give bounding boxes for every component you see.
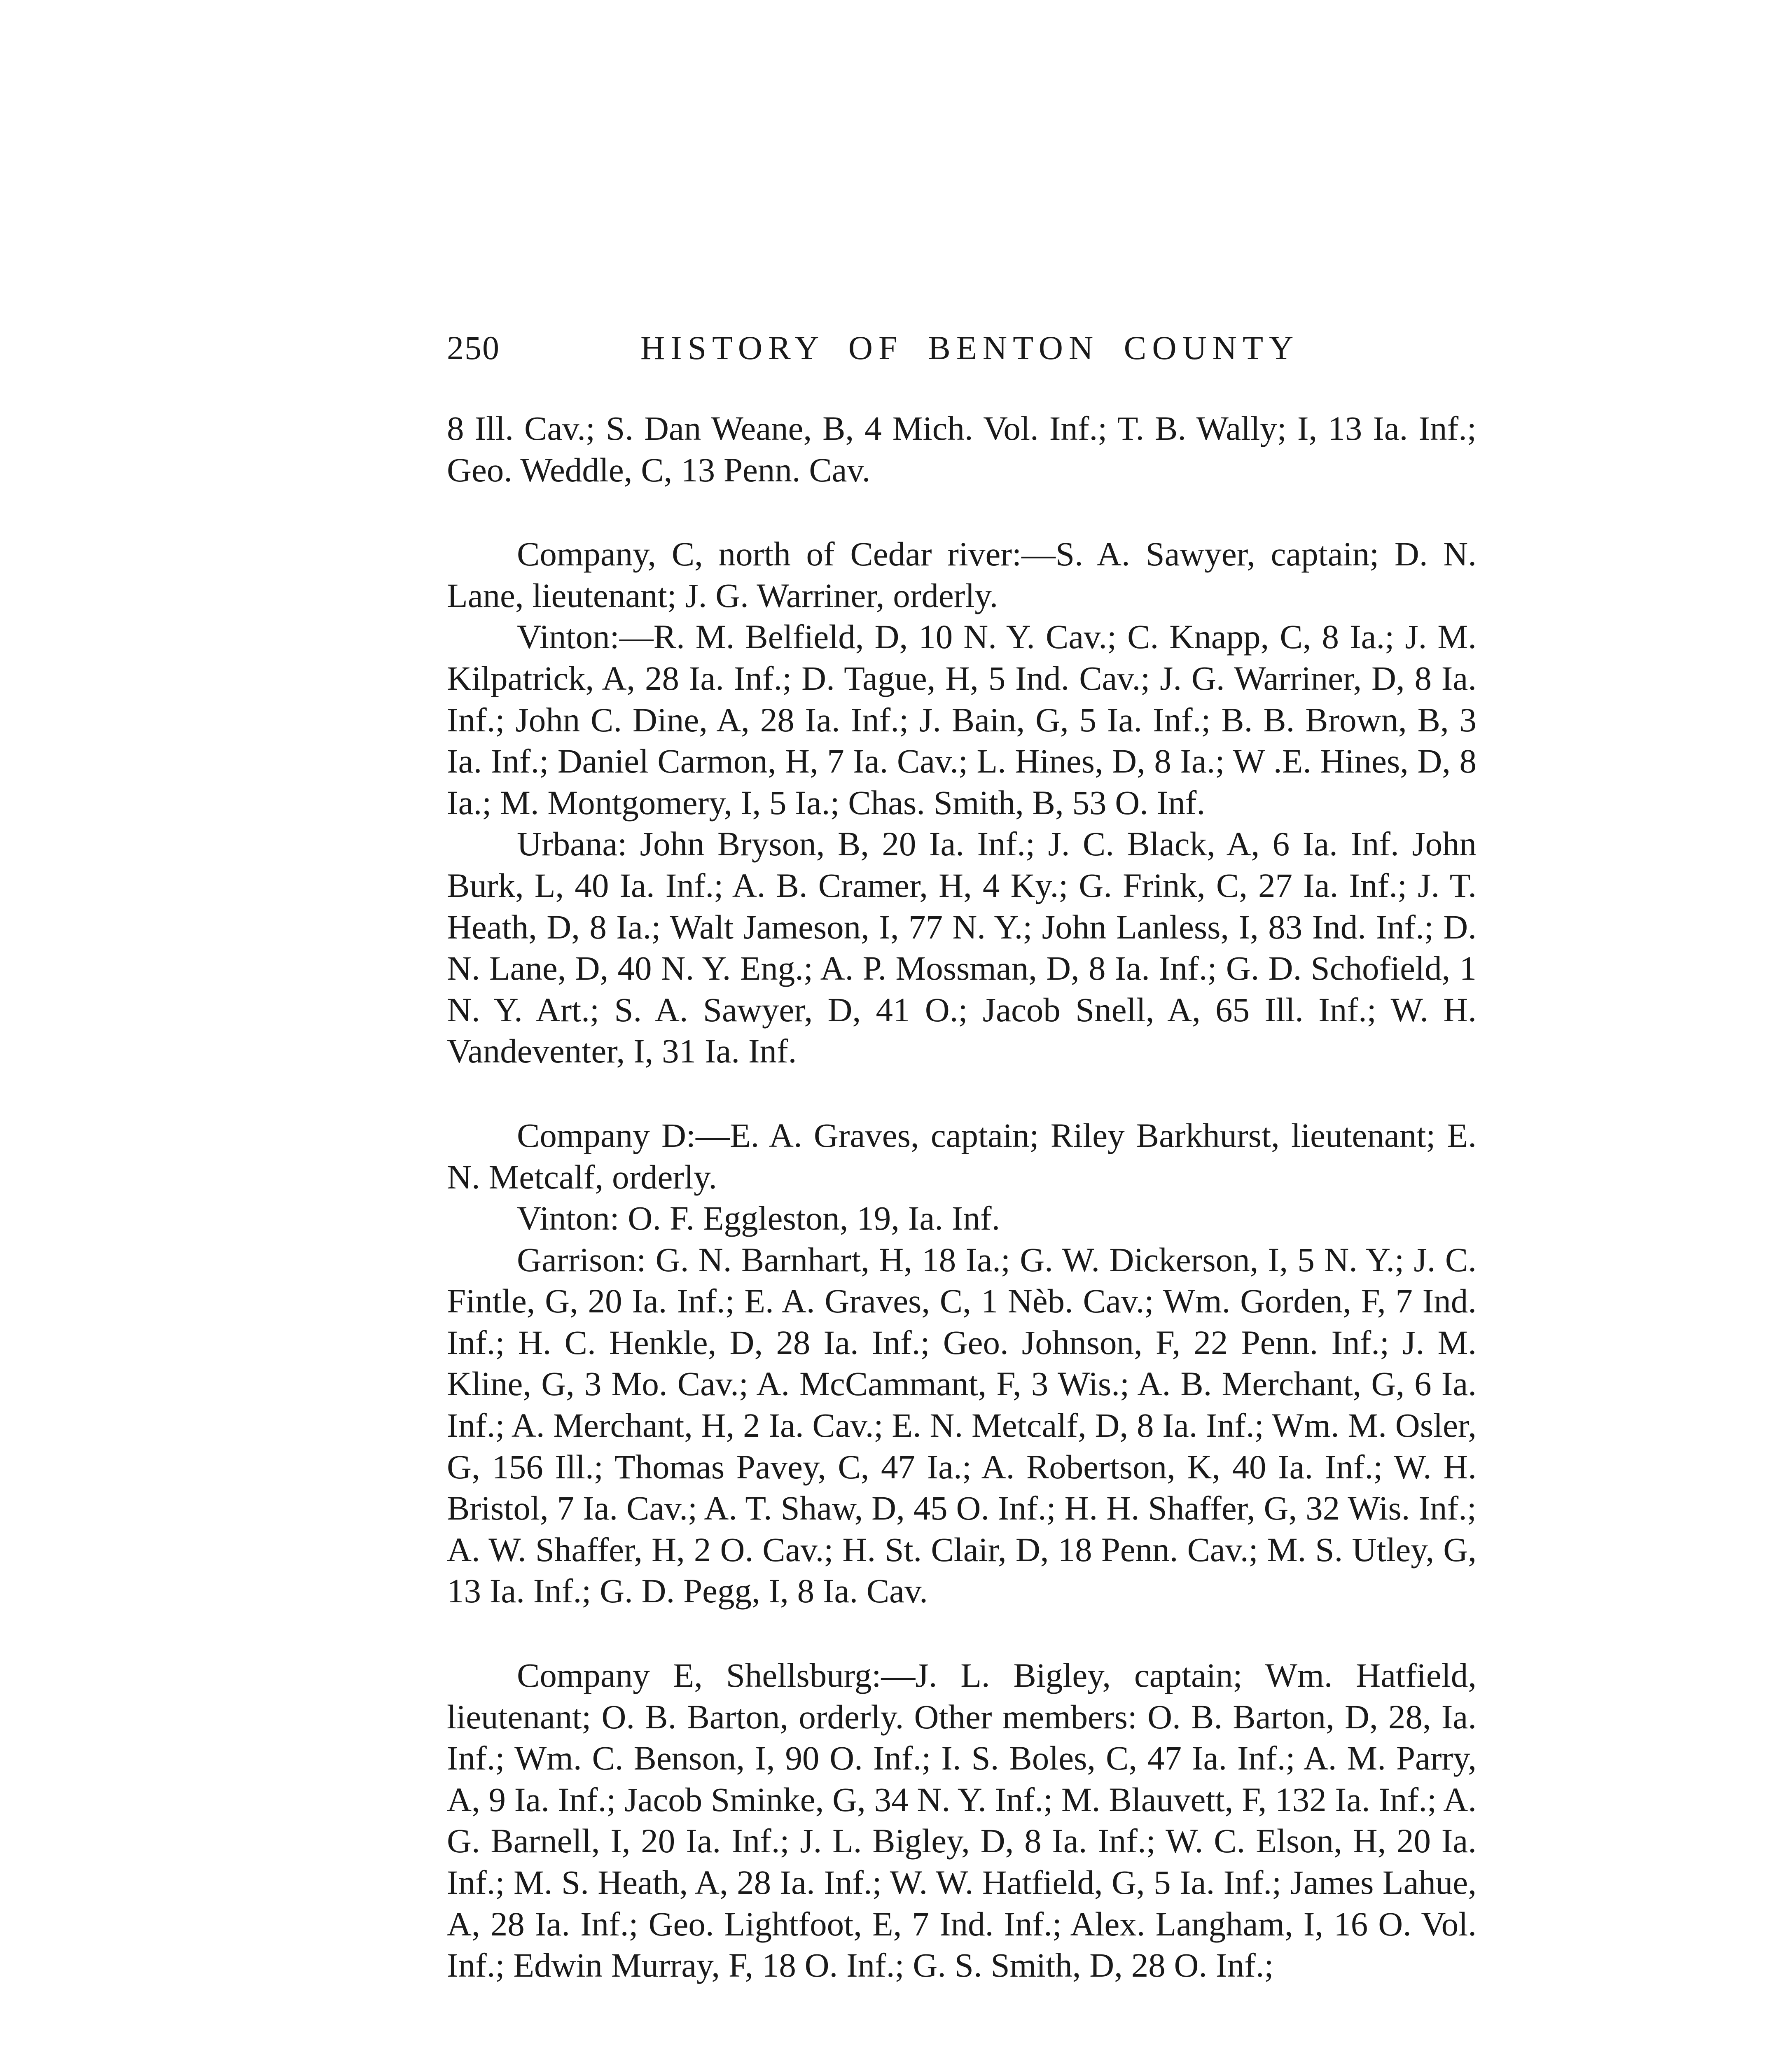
paragraph-company-d-officers: Company D:—E. A. Graves, captain; Riley Barkhurst, lieutenant; E. N. Metcalf, orderly.	[447, 1116, 1477, 1196]
running-title: HISTORY OF BENTON COUNTY	[640, 329, 1299, 367]
body-text	[447, 408, 1477, 1986]
page-number: 250	[447, 329, 500, 367]
page-header	[447, 325, 1477, 371]
paragraph-company-c-vinton: Vinton:—R. M. Belfield, D, 10 N. Y. Cav.; C. Knapp, C, 8 Ia.; J. M. Kilpatrick, A, 28 Ia. Inf.; D. Tague, H, 5 Ind. Cav.; J. G. Warriner, D, 8 Ia. Inf.; John C. Dine, A, 28 Ia. Inf.; J. Bain, G, 5 Ia. Inf.; B. B. Brown, B, 3 Ia. Inf.; Daniel Carmon, H, 7 Ia. Cav.; L. Hines, D, 8 Ia.; W .E. Hines, D, 8 Ia.; M. Montgomery, I, 5 Ia.; Chas. Smith, B, 53 O. Inf.	[447, 618, 1477, 822]
paragraph-company-e-shellsburg: Company E, Shellsburg:—J. L. Bigley, captain; Wm. Hatfield, lieutenant; O. B. Barton, orderly. Other members: O. B. Barton, D, 28, Ia. Inf.; Wm. C. Benson, I, 90 O. Inf.; I. S. Boles, C, 47 Ia. Inf.; A. M. Parry, A, 9 Ia. Inf.; Jacob Sminke, G, 34 N. Y. Inf.; M. Blauvett, F, 132 Ia. Inf.; A. G. Barnell, I, 20 Ia. Inf.; J. L. Bigley, D, 8 Ia. Inf.; W. C. Elson, H, 20 Ia. Inf.; M. S. Heath, A, 28 Ia. Inf.; W. W. Hatfield, G, 5 Ia. Inf.; James Lahue, A, 28 Ia. Inf.; Geo. Lightfoot, E, 7 Ind. Inf.; Alex. Langham, I, 16 O. Vol. Inf.; Edwin Murray, F, 18 O. Inf.; G. S. Smith, D, 28 O. Inf.;	[447, 1656, 1477, 1984]
paragraph-company-c-officers: Company, C, north of Cedar river:—S. A. Sawyer, captain; D. N. Lane, lieutenant; J. G. Warriner, orderly.	[447, 535, 1477, 614]
paragraph-continuation: 8 Ill. Cav.; S. Dan Weane, B, 4 Mich. Vol. Inf.; T. B. Wally; I, 13 Ia. Inf.; Geo. Weddle, C, 13 Penn. Cav.	[447, 409, 1477, 489]
paragraph-company-d-garrison: Garrison: G. N. Barnhart, H, 18 Ia.; G. W. Dickerson, I, 5 N. Y.; J. C. Fintle, G, 20 Ia. Inf.; E. A. Graves, C, 1 Nèb. Cav.; Wm. Gorden, F, 7 Ind. Inf.; H. C. Henkle, D, 28 Ia. Inf.; Geo. Johnson, F, 22 Penn. Inf.; J. M. Kline, G, 3 Mo. Cav.; A. McCammant, F, 3 Wis.; A. B. Merchant, G, 6 Ia. Inf.; A. Merchant, H, 2 Ia. Cav.; E. N. Metcalf, D, 8 Ia. Inf.; Wm. M. Osler, G, 156 Ill.; Thomas Pavey, C, 47 Ia.; A. Robertson, K, 40 Ia. Inf.; W. H. Bristol, 7 Ia. Cav.; A. T. Shaw, D, 45 O. Inf.; H. H. Shaffer, G, 32 Wis. Inf.; A. W. Shaffer, H, 2 O. Cav.; H. St. Clair, D, 18 Penn. Cav.; M. S. Utley, G, 13 Ia. Inf.; G. D. Pegg, I, 8 Ia. Cav.	[447, 1240, 1477, 1610]
paragraph-company-c-urbana: Urbana: John Bryson, B, 20 Ia. Inf.; J. C. Black, A, 6 Ia. Inf. John Burk, L, 40 Ia. Inf.; A. B. Cramer, H, 4 Ky.; G. Frink, C, 27 Ia. Inf.; J. T. Heath, D, 8 Ia.; Walt Jameson, I, 77 N. Y.; John Lanless, I, 83 Ind. Inf.; D. N. Lane, D, 40 N. Y. Eng.; A. P. Mossman, D, 8 Ia. Inf.; G. D. Schofield, 1 N. Y. Art.; S. A. Sawyer, D, 41 O.; Jacob Snell, A, 65 Ill. Inf.; W. H. Vandeventer, I, 31 Ia. Inf.	[447, 825, 1477, 1070]
paragraph-company-d-vinton: Vinton: O. F. Eggleston, 19, Ia. Inf.	[517, 1199, 1000, 1237]
